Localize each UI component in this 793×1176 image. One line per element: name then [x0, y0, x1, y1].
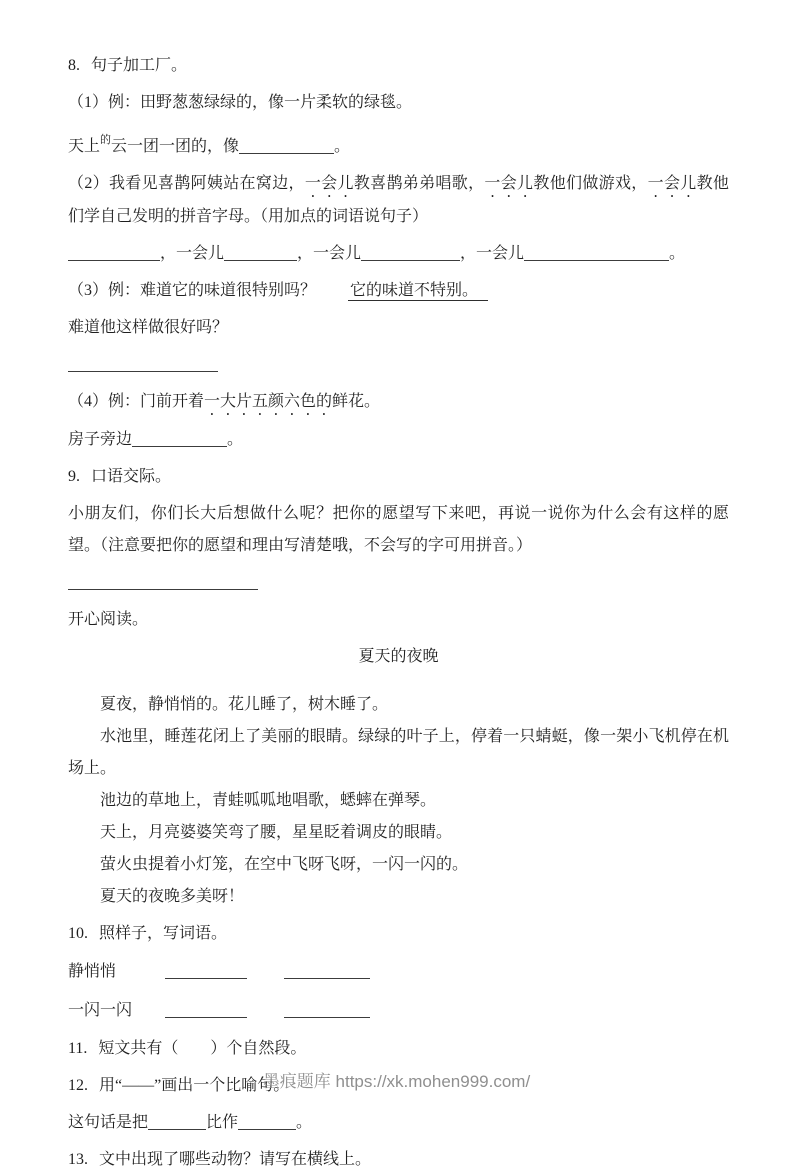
site-watermark: 墨痕题库 https://xk.mohen999.com/	[262, 1072, 531, 1091]
q8-part3-underlined-answer: 它的味道不特别。	[348, 282, 488, 301]
q10-blank-1b	[284, 963, 370, 979]
passage-title: 夏天的夜晚	[358, 648, 439, 665]
q10-blank-2a	[165, 1002, 247, 1018]
q12-blank-2	[238, 1114, 296, 1130]
q8-part2-seg3: 教他们做游戏，	[533, 175, 648, 192]
passage-paragraph-3: 池边的草地上，青蛙呱呱地唱歌，蟋蟀在弹琴。	[100, 792, 437, 809]
q8-part2-seg1: （2）我看见喜鹊阿姨站在窝边，	[68, 175, 305, 192]
q8-part4-stem	[68, 424, 729, 456]
q8-part4-stem-pre: 房子旁边	[68, 431, 133, 448]
question-10-number: 10.	[68, 925, 88, 942]
q10-blank-2b	[284, 1002, 370, 1018]
passage-paragraph-4: 天上，月亮婆婆笑弯了腰，星星眨着调皮的眼睛。	[100, 824, 453, 841]
question-12-number: 12.	[68, 1077, 88, 1094]
q10-example-word-2: 一闪一闪	[68, 1002, 133, 1019]
question-8-header	[68, 50, 729, 82]
q8-part1-example: （1）例：田野葱葱绿绿的，像一片柔软的绿毯。	[68, 94, 413, 111]
q8-part4-example	[68, 386, 729, 419]
question-11-text: 短文共有（ ）个自然段。	[98, 1040, 307, 1057]
question-9-number: 9.	[68, 468, 80, 485]
q8-part1-superscript-de: 的	[100, 134, 112, 146]
q9-answer-row	[68, 567, 729, 599]
q8-part3-example	[68, 275, 729, 307]
q8-part2-blank-3	[361, 245, 460, 261]
passage-paragraph-1: 夏夜，静悄悄的。花儿睡了，树木睡了。	[100, 696, 389, 713]
q9-prompt: 小朋友们，你们长大后想做什么呢？把你的愿望写下来吧，再说一说你为什么会有这样的愿望。（注意要把你的愿望和理由写清楚哦，不会写的字可用拼音。）	[68, 505, 729, 554]
q10-row-2	[68, 994, 729, 1028]
q8-part2-emphasized-word-3: 一会儿	[647, 175, 697, 192]
q8-part2-fill-line	[68, 238, 729, 270]
q8-part2-fill-sep-2: ，一会儿	[297, 245, 362, 262]
passage-paragraph-2: 水池里，睡莲花闭上了美丽的眼睛。绿绿的叶子上，停着一只蜻蜓，像一架小飞机停在机场上。	[68, 728, 729, 777]
question-8-title: 句子加工厂。	[91, 57, 188, 74]
q10-row-1	[68, 955, 729, 989]
q8-part3-stem: 难道他这样做很好吗？	[68, 319, 229, 336]
question-9-header	[68, 461, 729, 493]
question-10-header	[68, 918, 729, 950]
q8-part1-stem-mid: 云一团一团的，像	[111, 138, 240, 155]
q8-part2-fill-sep-1: ，一会儿	[160, 245, 225, 262]
passage-paragraph-6: 夏天的夜晚多美呀！	[100, 888, 245, 905]
question-10-title: 照样子，写词语。	[99, 925, 228, 942]
question-11	[68, 1033, 729, 1065]
q12-stem-mid: 比作	[206, 1114, 239, 1131]
q8-part3-question: （3）例：难道它的味道很特别吗？	[68, 282, 317, 299]
q8-part2-blank-1	[68, 245, 160, 261]
q12-stem-pre: 这句话是把	[68, 1114, 149, 1131]
question-12-title: 用“——”画出一个比喻句。	[99, 1077, 290, 1094]
q8-part2-stem	[68, 168, 729, 233]
question-13	[68, 1144, 729, 1176]
q12-period: 。	[296, 1114, 313, 1131]
reading-section-title: 开心阅读。	[68, 611, 149, 628]
q10-example-word-1: 静悄悄	[68, 963, 117, 980]
q8-part2-emphasized-word-1: 一会儿	[304, 175, 354, 192]
q9-answer-blank	[68, 574, 258, 590]
q8-part1-period: 。	[334, 138, 351, 155]
q8-part2-blank-4	[524, 245, 669, 261]
q8-part4-pre: （4）例：门前开着	[68, 393, 205, 410]
q8-part1-stem-pre: 天上	[68, 138, 101, 155]
question-8-number: 8.	[68, 57, 80, 74]
q8-part1-answer-blank	[239, 138, 334, 154]
question-13-text: 文中出现了哪些动物？请写在横线上。	[99, 1151, 372, 1168]
q8-part4-emphasized-phrase: 一大片五颜六色的	[204, 393, 333, 410]
question-11-number: 11.	[68, 1040, 88, 1057]
q12-blank-1	[148, 1114, 206, 1130]
q8-part2-fill-sep-3: ，一会儿	[460, 245, 525, 262]
passage-paragraph-5: 萤火虫提着小灯笼，在空中飞呀飞呀，一闪一闪的。	[100, 856, 469, 873]
q8-part3-answer-blank	[68, 356, 218, 372]
q8-part1-stem	[68, 124, 729, 163]
q8-part2-fill-period: 。	[669, 245, 686, 262]
q8-part4-answer-blank	[132, 431, 227, 447]
q8-part2-blank-2	[224, 245, 297, 261]
q8-part3-answer-row	[68, 349, 729, 381]
question-9-title: 口语交际。	[91, 468, 172, 485]
q8-part2-emphasized-word-2: 一会儿	[484, 175, 534, 192]
q12-stem	[68, 1107, 729, 1139]
question-13-number: 13.	[68, 1151, 88, 1168]
q8-part4-post: 鲜花。	[332, 393, 381, 410]
q8-part2-seg2: 教喜鹊弟弟唱歌，	[353, 175, 485, 192]
q8-part4-period: 。	[227, 431, 244, 448]
reading-passage	[68, 641, 729, 913]
q8-part2-seg4: 教他们学自己发明的拼音字母。（用加点的词语说句子）	[68, 175, 729, 225]
q10-blank-1a	[165, 963, 247, 979]
